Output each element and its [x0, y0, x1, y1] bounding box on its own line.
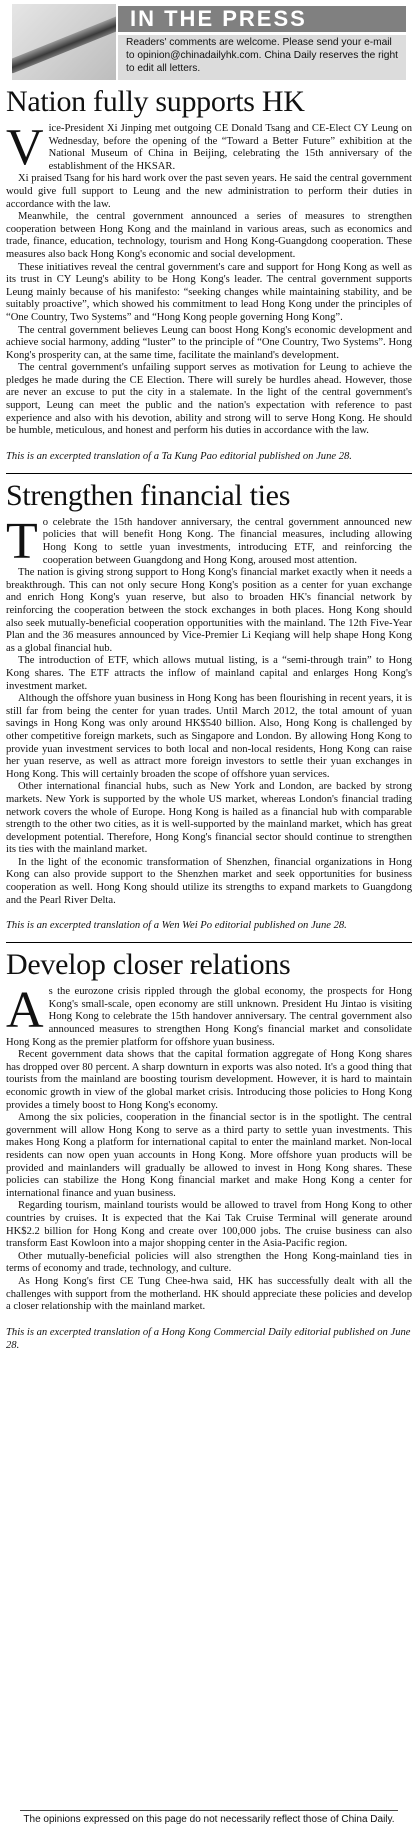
paragraph: As the eurozone crisis rippled through the global economy, the prospects for Hong Kong's small-scale, open economy are still unknown. President Hu Jintao is visiting Hong Kong to celebrate the 15th handover anniversary. The central government also announced measures to strengthen Hong Kong's financial market and consolidate Hong Kong as the premier platform for offshore yuan business. — [6, 982, 412, 1048]
paragraph: Vice-President Xi Jinping met outgoing CE Donald Tsang and CE-Elect CY Leung on Wednesday, before the opening of the “Toward a Better Future” exhibition at the National Museum of China in Beijing, celebrating the 15th anniversary of the establishment of the HKSAR. — [6, 119, 412, 176]
paragraph: To celebrate the 15th handover anniversary, the central government announced new policies that will benefit Hong Kong. The financial measures, including allowing Hong Kong to settle yuan investments, introducing ETF, and reinforcing the cooperation between Guangdong and Hong Kong, aroused most attention. — [6, 512, 412, 570]
drop-cap: V — [6, 119, 44, 176]
paragraph: Recent government data shows that the capital formation aggregate of Hong Kong shares has dropped over 80 percent. A sharp downturn in exports was also noted. It's a good thing that tourists from the mainland are boosting tourism development. However, it is hard to maintain economic growth in view of the global market crisis. Introducing those policies to Hong Kong provides a timely boost to Hong Kong's economy. — [6, 1049, 412, 1111]
paragraph: Other international financial hubs, such as New York and London, are backed by strong markets. New York is supported by the whole US market, whereas London's financial trading network covers the whole of Europe. Hong Kong is hailed as a financial hub with comparable strength to the other two cities, as it is well-supported by the mainland market, which has great development potential. Therefore, Hong Kong's financial sector should continue to strengthen its ties with the mainland market. — [6, 781, 412, 856]
paragraph: The central government believes Leung can boost Hong Kong's economic development and achieve social harmony, adding “luster” to the principle of “One Country, Two Systems”. Hong Kong's prosperity can, at the same time, facilitate the mainland's development. — [6, 324, 412, 361]
in-the-press-banner — [6, 2, 412, 84]
article-body — [6, 119, 412, 438]
paragraph: Meanwhile, the central government announced a series of measures to strengthen cooperation between Hong Kong and the mainland in various areas, such as economics and trade, finance, education, technology, tourism and Hong Kong-Guangdong cooperation. These measures also back Hong Kong's economic and social development. — [6, 211, 412, 260]
paragraph: The introduction of ETF, which allows mutual listing, is a “semi-through train” to Hong Kong shares. The ETF attracts the inflow of mainland capital and enlarges Hong Kong's investment market. — [6, 655, 412, 692]
paragraph: Among the six policies, cooperation in the financial sector is in the spotlight. The central government will allow Hong Kong to serve as a third party to settle yuan investments. This makes Hong Kong a platform for international capital to enter the mainland market. Non-local residents can now open yuan accounts in Hong Kong. More offshore yuan products will be provided and mainlanders will gradually be allowed to invest in Hong Kong shares. These policies can stabilize the Hong Kong financial market and make Hong Kong a center for international finance and yuan business. — [6, 1112, 412, 1199]
article-nation-fully-supports-hk — [6, 86, 412, 474]
article-body — [6, 982, 412, 1313]
opinion-page — [0, 2, 418, 1832]
paragraph: Although the offshore yuan business in Hong Kong has been flourishing in recent years, it is still far from being the center for yuan trades. Until March 2012, the total amount of yuan savings in Hong Kong was only around HK$540 billion. Also, Hong Kong is challenged by other competitive foreign markets, such as Singapore and London. By allowing Hong Kong to provide yuan investment services to both local and non-local residents, Hong Kong can raise her yuan reserve, as well as attract more foreign investors to settle their yuan exchanges in Hong Kong. This will certainly broaden the scope of offshore yuan services. — [6, 693, 412, 780]
pen-illustration — [12, 4, 116, 80]
divider — [6, 473, 412, 474]
paragraph: These initiatives reveal the central government's care and support for Hong Kong as well as its trust in CY Leung's ability to be Hong Kong's leader. The central government supports Leung mainly because of his manifesto: “seeking changes while maintaining stability, and be suitably proactive”, which showed his commitment to lead Hong Kong under the principles of “One Country, Two Systems” and “Hong Kong people governing Hong Kong”. — [6, 261, 412, 323]
footer-disclaimer: The opinions expressed on this page do not necessarily reflect those of China Daily. — [23, 1814, 395, 1825]
article-headline: Nation fully supports HK — [6, 85, 305, 118]
paragraph: Other mutually-beneficial policies will also strengthen the Hong Kong-mainland ties in terms of economy and trade, technology, and culture. — [6, 1250, 412, 1275]
section-title: IN THE PRESS — [118, 6, 406, 32]
drop-cap: A — [6, 982, 44, 1040]
paragraph: The nation is giving strong support to Hong Kong's financial market exactly when it needs a breakthrough. This can not only secure Hong Kong's position as a center for yuan exchange and enrich Hong Kong's yuan reserve, but also to broaden HK's financial network by reinforcing the cooperation between the stock exchanges in both places. Hong Kong should also seek mutually-beneficial cooperation opportunities with the mainland. The 12th Five-Year Plan and the 36 measures announced by Vice-Premier Li Keqiang will help shape Hong Kong as a global financial hub. — [6, 567, 412, 654]
paragraph: In the light of the economic transformation of Shenzhen, financial organizations in Hong Kong can also provide support to the Shenzhen market and seek opportunities for business cooperation as well. Hong Kong should utilize its strengths to expand markets to Guangdong and the Pearl River Delta. — [6, 856, 412, 906]
paragraph: Regarding tourism, mainland tourists would be allowed to travel from Hong Kong to other countries by cruises. It is expected that the Kai Tak Cruise Terminal will generate around HK$2.2 billion for Hong Kong and create over 100,000 jobs. The cruise business can also transform East Kowloon into a major shopping center in the Asia-Pacific region. — [6, 1200, 412, 1250]
footer-divider — [20, 1810, 398, 1811]
article-strengthen-financial-ties — [6, 480, 412, 943]
paragraph: As Hong Kong's first CE Tung Chee-hwa said, HK has successfully dealt with all the challenges with support from the motherland. HK should appreciate these policies and develop a closer relationship with the mainland market. — [6, 1275, 412, 1313]
paragraph: The central government's unfailing support serves as motivation for Leung to achieve the pledges he made during the CE Election. There will surely be hurdles ahead. However, those are never an excuse to put the city in a stalemate. In the light of the central government's support, Leung can meet the public and the nation's expectation with reference to past experience and also with his devotion, ability and strong will to serve Hong Kong. He should be humble, meticulous, and honest and perform his duties in accordance with the law. — [6, 362, 412, 437]
source-note: This is an excerpted translation of a Wen Wei Po editorial published on June 28. — [6, 920, 347, 932]
drop-cap: T — [6, 512, 38, 570]
article-headline: Strengthen financial ties — [6, 478, 291, 512]
article-headline: Develop closer relations — [6, 948, 291, 982]
pen-icon — [12, 8, 116, 73]
divider — [6, 942, 412, 943]
article-develop-closer-relations — [6, 949, 412, 1351]
article-body — [6, 512, 412, 907]
source-note: This is an excerpted translation of a Hong Kong Commercial Daily editorial published on June 28. — [6, 1326, 411, 1351]
source-note: This is an excerpted translation of a Ta Kung Pao editorial published on June 28. — [6, 450, 352, 462]
paragraph: Xi praised Tsang for his hard work over the past seven years. He said the central government would give full support to Leung and the new administration to perform their duties in accordance with the law. — [6, 173, 412, 210]
readers-comments-note: Readers' comments are welcome. Please send your e-mail to opinion@chinadailyhk.com. China Daily reserves the right to edit all letters. — [118, 35, 406, 80]
